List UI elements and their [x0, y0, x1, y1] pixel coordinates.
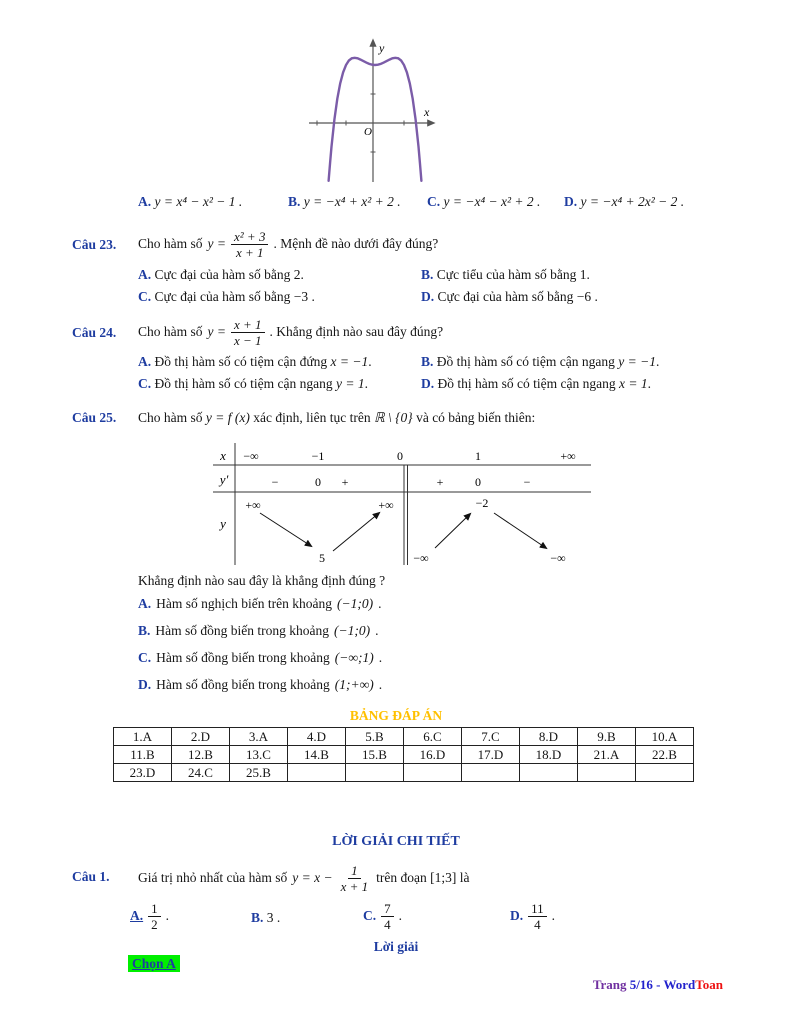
bbt-yprime-label: y′ [219, 472, 229, 487]
option-math: (−1;0) [334, 623, 371, 638]
origin-label: O [364, 126, 372, 138]
table-row [114, 764, 694, 782]
answer-cell: 5.B [346, 728, 404, 746]
option-period: . [165, 908, 169, 923]
answer-cell: 10.A [636, 728, 694, 746]
fraction-denominator: 4 [534, 916, 541, 932]
bbt-sign: + [436, 475, 444, 489]
option-letter: A. [138, 267, 152, 282]
fraction [338, 863, 372, 894]
q25-option-c [138, 646, 382, 670]
fraction-numerator: 1 [348, 863, 361, 879]
chon-a-highlight [128, 956, 180, 972]
option-letter: A. [130, 908, 144, 923]
question-text: Cho hàm số [138, 236, 203, 251]
bbt-y-value: −∞ [550, 551, 566, 565]
fraction-denominator: 2 [151, 916, 158, 932]
bbt-sign: + [341, 475, 349, 489]
fraction-numerator: 7 [381, 901, 394, 917]
option-period: . [378, 677, 383, 692]
option-letter: B. [251, 910, 264, 925]
answer-cell: 1.A [114, 728, 172, 746]
solution-q1-option-c [363, 898, 402, 934]
answer-cell: 6.C [404, 728, 462, 746]
solutions-title: LỜI GIẢI CHI TIẾT [332, 834, 460, 849]
option-letter: C. [138, 289, 152, 304]
question-text: và có bảng biến thiên: [416, 410, 536, 425]
answer-cell: 17.D [462, 746, 520, 764]
answer-cell: 11.B [114, 746, 172, 764]
bbt-arrow-up [435, 514, 470, 548]
fraction [381, 901, 394, 932]
loi-giai-heading: Lời giải [373, 939, 419, 954]
answer-cell [404, 764, 462, 782]
option-text: Cực đại của hàm số bằng 2. [154, 267, 304, 282]
option-text: Hàm số đồng biến trong khoảng [156, 650, 330, 665]
bbt-arrow-down [494, 513, 546, 548]
q23-option-d [421, 289, 598, 305]
bbt-y-value: −∞ [413, 551, 429, 565]
fraction [148, 901, 161, 932]
option-math: y = 1 [335, 376, 365, 391]
bbt-arrow-down [260, 513, 311, 546]
fraction-numerator: x + 1 [231, 317, 265, 333]
option-letter: B. [421, 354, 434, 369]
answer-cell [462, 764, 520, 782]
option-period: . [375, 623, 379, 638]
q25-question [138, 410, 535, 426]
question-text: trên đoạn [1;3] là [376, 870, 470, 885]
q23-question [138, 224, 438, 264]
q23-option-a [138, 267, 304, 283]
option-letter: C. [138, 376, 152, 391]
answer-cell: 22.B [636, 746, 694, 764]
option-text: Cực tiểu của hàm số bằng 1. [436, 267, 590, 282]
answer-cell: 23.D [114, 764, 172, 782]
option-letter: C. [363, 908, 377, 923]
answer-cell: 16.D [404, 746, 462, 764]
option-letter: D. [564, 194, 578, 209]
option-formula: y = −x⁴ + 2x² − 2 . [580, 194, 685, 209]
y-axis-label: y [379, 41, 385, 55]
fraction-denominator: x + 1 [235, 244, 264, 260]
answer-cell: 18.D [520, 746, 578, 764]
option-letter: A. [138, 194, 152, 209]
option-letter: B. [138, 623, 151, 638]
q24-question [138, 312, 443, 352]
q22-option-d [564, 194, 684, 210]
option-math: y = −1 [618, 354, 656, 369]
footer-brand: Toan [695, 977, 723, 992]
question-math: y = f (x) [205, 410, 250, 425]
option-text: Hàm số đồng biến trong khoảng [155, 623, 329, 638]
option-text: Cực đại của hàm số bằng −6 . [437, 289, 598, 304]
bbt-x-value: −∞ [243, 449, 259, 463]
fraction-denominator: x − 1 [234, 332, 262, 348]
equation-lhs: y = [207, 236, 226, 251]
bbt-sign: 0 [315, 475, 321, 489]
bbt-y-label: y [220, 516, 226, 531]
q24-option-b [421, 354, 659, 370]
answer-key-title: BẢNG ĐÁP ÁN [349, 708, 443, 723]
option-letter: D. [421, 376, 435, 391]
fraction-denominator: x + 1 [340, 878, 369, 894]
q22-option-c [427, 194, 540, 210]
variation-table [205, 443, 595, 568]
answer-cell: 24.C [172, 764, 230, 782]
question-text: . Khẳng định nào sau đây đúng? [269, 324, 444, 339]
option-period: . [364, 376, 368, 391]
answer-cell: 9.B [578, 728, 636, 746]
option-text: Hàm số đồng biến trong khoảng [156, 677, 330, 692]
question-text: . Mệnh đề nào dưới đây đúng? [273, 236, 439, 251]
option-period: . [378, 650, 383, 665]
option-text: Đồ thị hàm số có tiệm cận ngang [154, 376, 333, 391]
option-period: . [368, 354, 372, 369]
option-formula: y = −x⁴ + x² + 2 . [303, 194, 401, 209]
option-letter: D. [510, 908, 524, 923]
option-text: Cực đại của hàm số bằng −3 . [154, 289, 315, 304]
q25-option-a [138, 592, 381, 616]
q24-label: Câu 24. [72, 325, 117, 340]
answer-cell: 7.C [462, 728, 520, 746]
chosen-answer: Chọn A [128, 955, 180, 972]
bbt-y-value: +∞ [378, 498, 394, 512]
option-period: . [655, 354, 660, 369]
bbt-sign: − [523, 475, 531, 489]
equation-lhs: y = [207, 324, 226, 339]
fraction-numerator: 11 [528, 901, 547, 917]
option-period: . [551, 908, 556, 923]
footer-page-word: Trang [592, 977, 630, 992]
solution-q1-question [138, 858, 469, 898]
x-axis-label: x [424, 105, 430, 119]
fraction-numerator: x² + 3 [231, 229, 268, 245]
bbt-y-value: +∞ [245, 498, 261, 512]
answer-cell [578, 764, 636, 782]
bbt-x-value: 0 [397, 449, 403, 463]
answer-cell: 12.B [172, 746, 230, 764]
option-letter: C. [138, 650, 152, 665]
q24-option-a [138, 354, 372, 370]
question-text: xác định, liên tục trên [253, 410, 371, 425]
bbt-sign: − [271, 475, 279, 489]
bbt-y-value: 5 [319, 551, 325, 565]
option-math: (−∞;1) [334, 650, 374, 665]
fraction [528, 901, 547, 932]
option-letter: A. [138, 596, 152, 611]
option-formula: y = −x⁴ − x² + 2 . [443, 194, 541, 209]
answer-cell [288, 764, 346, 782]
question-text: Giá trị nhỏ nhất của hàm số [138, 870, 288, 885]
option-period: . [647, 376, 651, 391]
option-text: 3 . [266, 910, 281, 925]
bbt-sign: 0 [475, 475, 481, 489]
bbt-x-value: −1 [311, 449, 325, 463]
option-letter: C. [427, 194, 441, 209]
answer-cell: 2.D [172, 728, 230, 746]
answer-cell [636, 764, 694, 782]
option-math: (1;+∞) [334, 677, 374, 692]
option-text: Đồ thị hàm số có tiệm cận ngang [437, 376, 616, 391]
question-math: ℝ \ {0} [373, 410, 413, 425]
answer-cell: 14.B [288, 746, 346, 764]
answer-cell: 13.C [230, 746, 288, 764]
option-math: x = 1 [618, 376, 648, 391]
fraction [231, 229, 268, 260]
solution-q1-label: Câu 1. [72, 869, 110, 884]
q23-option-c [138, 289, 315, 305]
q23-option-b [421, 267, 590, 283]
solution-q1-option-d [510, 898, 555, 934]
table-row [114, 746, 694, 764]
option-letter: A. [138, 354, 152, 369]
q24-option-c [138, 376, 368, 392]
bbt-x-value: 1 [475, 449, 481, 463]
solution-q1-option-b [251, 910, 280, 926]
q25-prompt: Khẳng định nào sau đây là khẳng định đúng ? [138, 573, 386, 588]
bbt-x-label: x [220, 448, 226, 463]
bbt-arrow-up [333, 513, 379, 551]
option-period: . [378, 596, 382, 611]
option-letter: D. [138, 677, 152, 692]
solution-q1-option-a [130, 898, 169, 934]
function-graph [306, 36, 438, 184]
quartic-curve [329, 58, 422, 181]
option-letter: B. [421, 267, 434, 282]
fraction-denominator: 4 [384, 916, 391, 932]
q24-option-d [421, 376, 651, 392]
answer-cell: 4.D [288, 728, 346, 746]
bbt-x-value: +∞ [560, 449, 576, 463]
answer-key-table [113, 727, 694, 782]
option-formula: y = x⁴ − x² − 1 . [154, 194, 243, 209]
answer-cell: 3.A [230, 728, 288, 746]
footer-page-number: 5/16 - Word [629, 977, 696, 992]
q25-option-d [138, 673, 382, 697]
answer-cell: 8.D [520, 728, 578, 746]
option-period: . [398, 908, 402, 923]
answer-cell [346, 764, 404, 782]
q23-label: Câu 23. [72, 237, 117, 252]
option-letter: B. [288, 194, 301, 209]
q25-option-b [138, 619, 378, 643]
answer-cell [520, 764, 578, 782]
table-row [114, 728, 694, 746]
option-math: (−1;0) [336, 596, 374, 611]
q25-label: Câu 25. [72, 410, 117, 425]
bbt-y-value: −2 [475, 496, 489, 510]
equation-lhs: y = x − [292, 870, 333, 885]
fraction [231, 317, 265, 348]
fraction-numerator: 1 [148, 901, 161, 917]
option-text: Đồ thị hàm số có tiệm cận đứng [154, 354, 328, 369]
answer-cell: 15.B [346, 746, 404, 764]
question-text: Cho hàm số [138, 410, 203, 425]
option-text: Hàm số nghịch biến trên khoảng [156, 596, 332, 611]
answer-cell: 21.A [578, 746, 636, 764]
q22-option-b [288, 194, 401, 210]
answer-cell: 25.B [230, 764, 288, 782]
option-text: Đồ thị hàm số có tiệm cận ngang [436, 354, 615, 369]
q22-option-a [138, 194, 242, 210]
option-math: x = −1 [330, 354, 369, 369]
option-letter: D. [421, 289, 435, 304]
page-footer [0, 977, 723, 993]
question-text: Cho hàm số [138, 324, 203, 339]
